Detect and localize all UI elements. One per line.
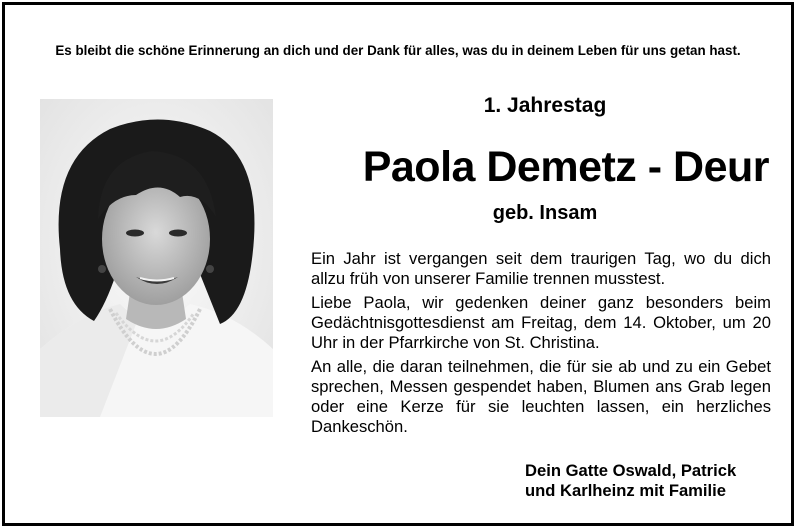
memorial-motto: Es bleibt die schöne Erinnerung an dich und der Dank für alles, was du in deinem Leben für uns getan hast. [55,43,741,58]
deceased-name: Paola Demetz - Deur [362,143,769,191]
paragraph: Ein Jahr ist vergangen seit dem traurigen Tag, wo du dich allzu früh von unserer Familie trennen musstest. [311,249,771,288]
signature-line: und Karlheinz mit Familie [525,481,726,500]
anniversary-heading: 1. Jahrestag [483,94,607,117]
maiden-name: geb. Insam [492,202,598,224]
signature-line: Dein Gatte Oswald, Patrick [525,461,737,480]
memorial-text [311,249,771,441]
paragraph: Liebe Paola, wir gedenken deiner ganz besonders beim Gedächtnisgottesdienst am Freitag, dem 14. Oktober, um 20 Uhr in der Pfarrkirche von St. Christina. [311,293,771,352]
signature [525,461,736,501]
obituary-card [2,2,794,526]
paragraph: An alle, die daran teilnehmen, die für sie ab und zu ein Gebet sprechen, Messen gespendet haben, Blumen ans Grab legen oder eine Kerze für sie leuchten lassen, ein herzliches Dankeschön. [311,357,771,436]
